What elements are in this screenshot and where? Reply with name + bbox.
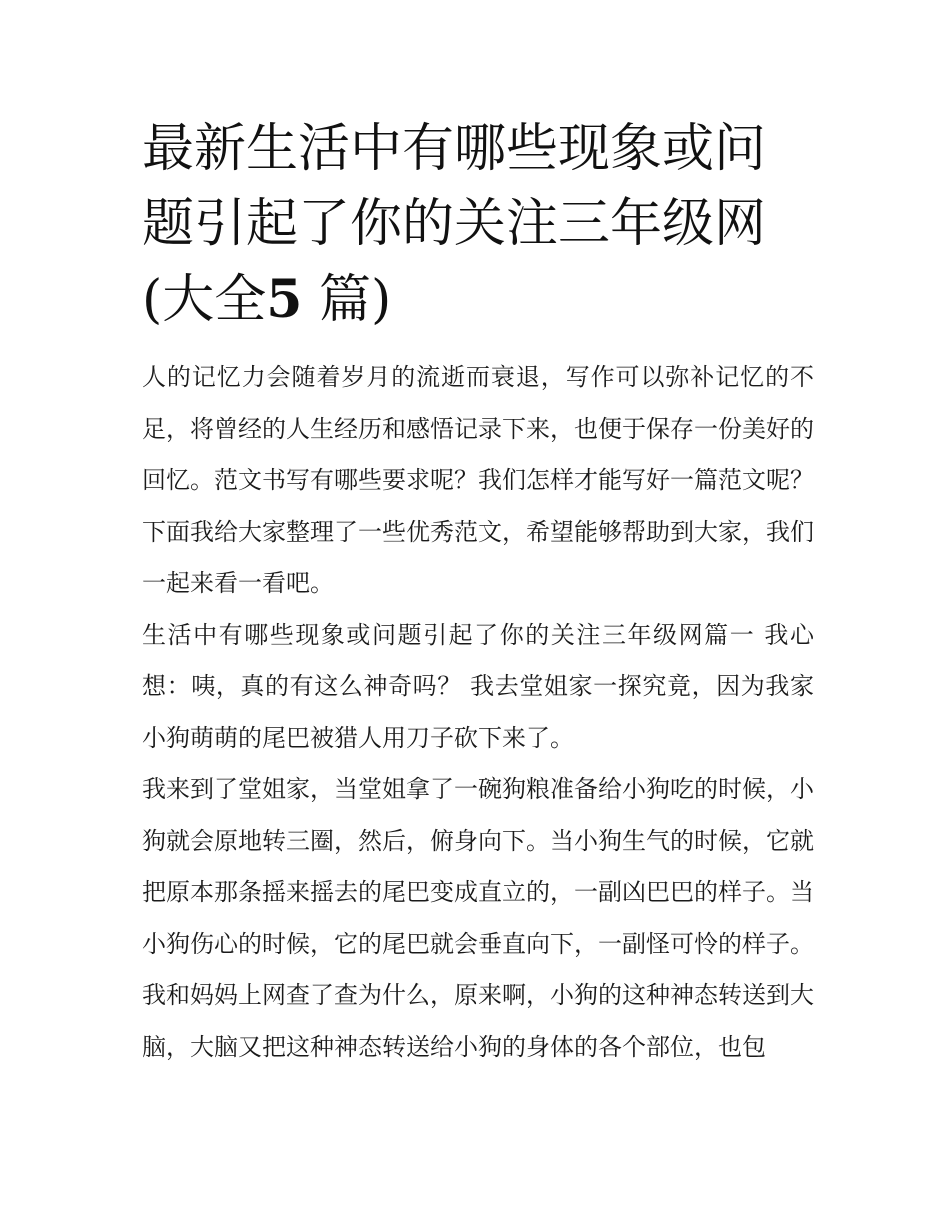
paragraph-chapter-one-opening: 生活中有哪些现象或问题引起了你的关注三年级网篇一 我心想：咦，真的有这么神奇吗？ 我去堂姐家一探究竟，因为我家小狗萌萌的尾巴被猎人用刀子砍下来了。 xyxy=(142,620,814,752)
title-number: 5 xyxy=(266,269,303,330)
paragraph-research: 我和妈妈上网查了查为什么，原来啊，小狗的这种神态转送到大脑，大脑又把这种神态转送给小狗的身体的各个部位，也包 xyxy=(142,981,814,1061)
document-title: 最新生活中有哪些现象或问题引起了你的关注三年级网(大全5 篇) xyxy=(142,119,767,330)
document-content xyxy=(142,112,814,1073)
paragraph-visit-cousin: 我来到了堂姐家，当堂姐拿了一碗狗粮准备给小狗吃的时候，小狗就会原地转三圈，然后，俯身向下。当小狗生气的时候，它就把原本那条摇来摇去的尾巴变成直立的，一副凶巴巴的样子。当小狗伤心的时候，它的尾巴就会垂直向下，一副怪可怜的样子。 xyxy=(142,775,814,958)
paragraph-intro: 人的记忆力会随着岁月的流逝而衰退，写作可以弥补记忆的不足，将曾经的人生经历和感悟记录下来，也便于保存一份美好的回忆。范文书写有哪些要求呢？我们怎样才能写好一篇范文呢？下面我给大家整理了一些优秀范文，希望能够帮助到大家，我们一起来看一看吧。 xyxy=(142,363,814,597)
